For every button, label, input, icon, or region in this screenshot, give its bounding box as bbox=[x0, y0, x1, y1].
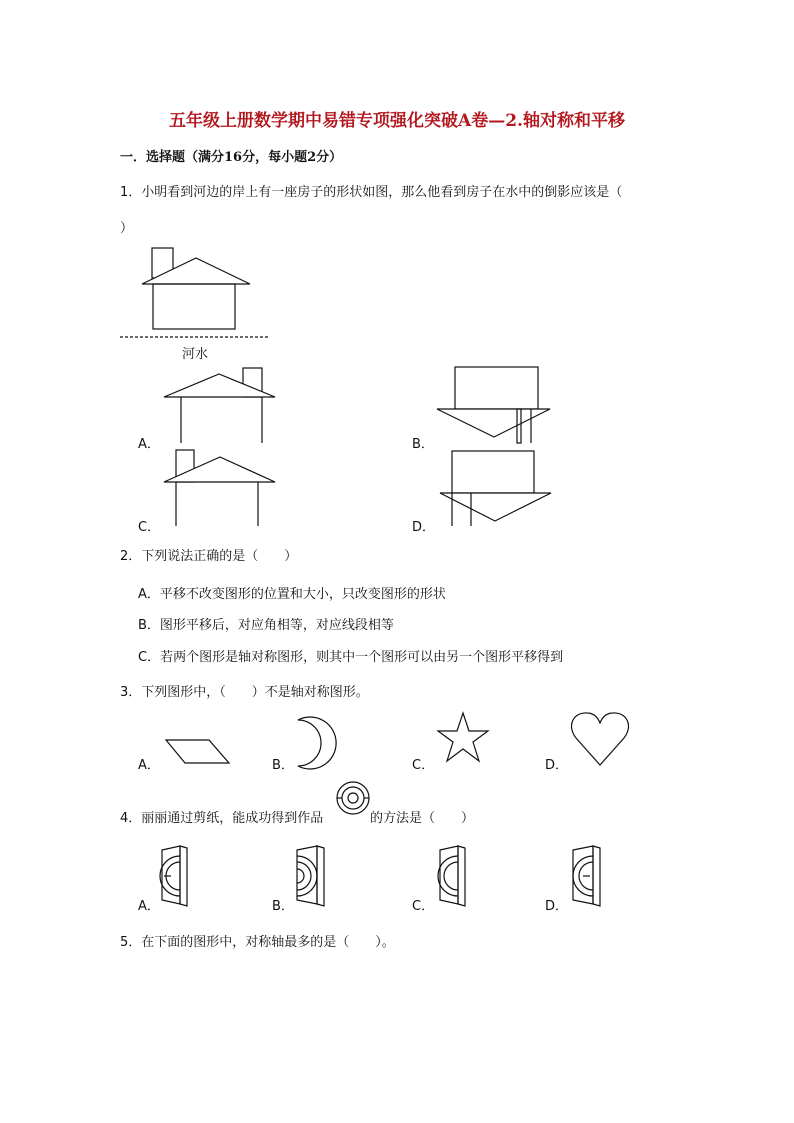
question-3-text: 3．下列图形中，（ ）不是轴对称图形。 bbox=[120, 685, 369, 700]
q2-option-c[interactable]: C．若两个图形是轴对称图形，则其中一个图形可以由另一个图形平移得到 bbox=[138, 650, 564, 665]
q4-option-d-label[interactable]: D． bbox=[545, 899, 569, 914]
q3-option-b-label[interactable]: B． bbox=[272, 758, 294, 773]
q2-option-b[interactable]: B．图形平移后，对应角相等，对应线段相等 bbox=[138, 618, 394, 633]
question-2-text: 2．下列说法正确的是（ ） bbox=[120, 549, 298, 564]
question-4-text-before: 4．丽丽通过剪纸，能成功得到作品 bbox=[120, 811, 324, 826]
q4-option-b-label[interactable]: B． bbox=[272, 899, 294, 914]
q1-option-c-label[interactable]: C． bbox=[138, 520, 161, 535]
page-title: 五年级上册数学期中易错专项强化突破A卷—2.轴对称和平移 bbox=[169, 111, 625, 131]
q3-option-c-label[interactable]: C． bbox=[412, 758, 435, 773]
q2-option-a[interactable]: A．平移不改变图形的位置和大小，只改变图形的形状 bbox=[138, 587, 446, 602]
question-4-text-after: 的方法是（ ） bbox=[370, 811, 475, 826]
q4-option-a-label[interactable]: A． bbox=[138, 899, 160, 914]
q4-option-c-label[interactable]: C． bbox=[412, 899, 435, 914]
question-5-text: 5．在下面的图形中，对称轴最多的是（ ）。 bbox=[120, 935, 395, 950]
section-heading: 一．选择题（满分16分，每小题2分） bbox=[120, 150, 343, 165]
question-1-text: 1．小明看到河边的岸上有一座房子的形状如图，那么他看到房子在水中的倒影应该是（ bbox=[120, 185, 623, 200]
q3-option-a-label[interactable]: A． bbox=[138, 758, 160, 773]
q1-option-d-label[interactable]: D． bbox=[412, 520, 436, 535]
q1-option-b-label[interactable]: B． bbox=[412, 437, 434, 452]
q1-option-a-label[interactable]: A． bbox=[138, 437, 160, 452]
river-label: 河水 bbox=[182, 347, 209, 362]
question-1-text-end: ） bbox=[120, 221, 134, 236]
q3-option-d-label[interactable]: D． bbox=[545, 758, 569, 773]
